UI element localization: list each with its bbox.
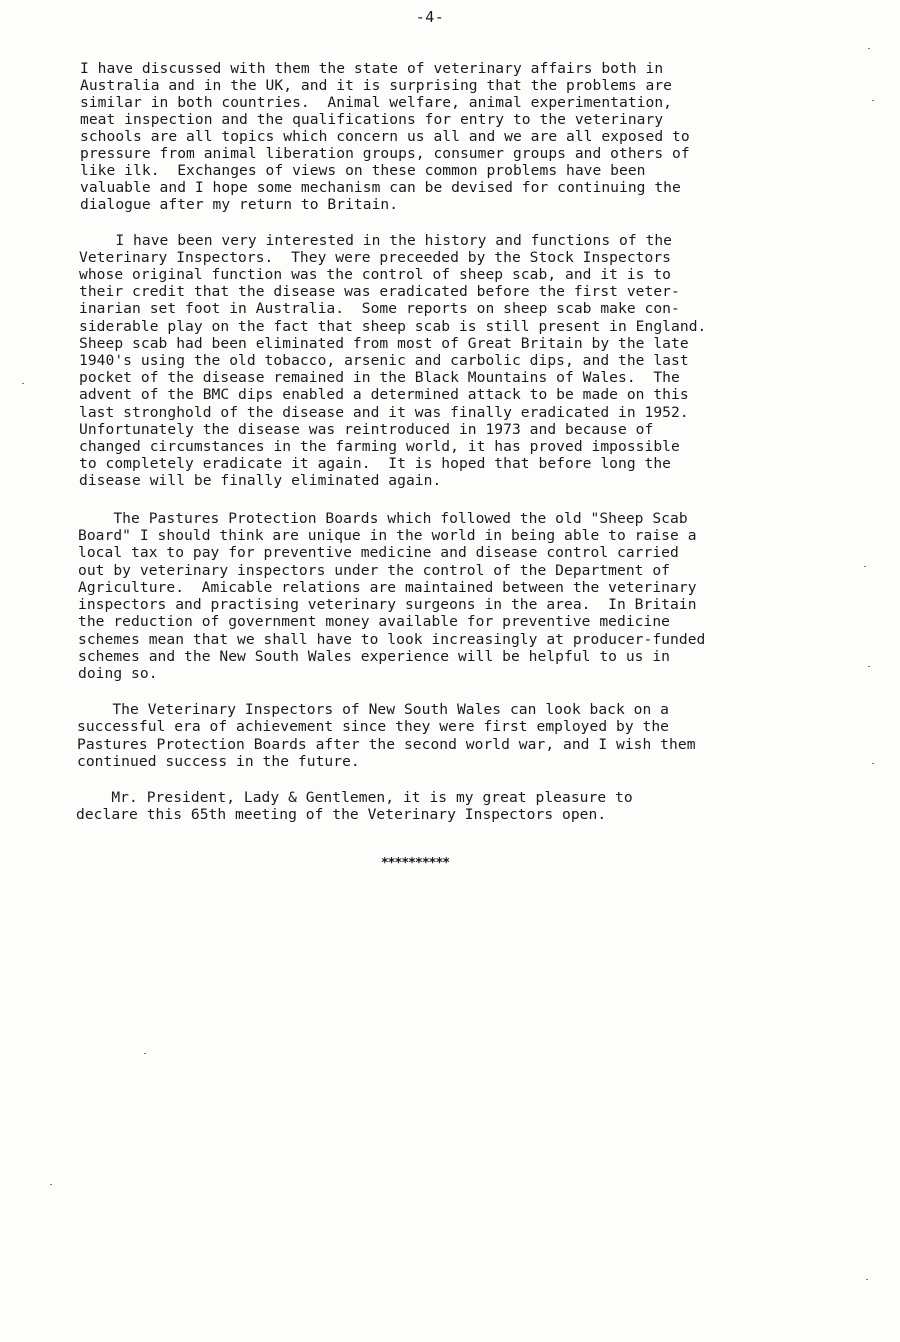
text-line: last stronghold of the disease and it was finally eradicated in 1952. (79, 404, 689, 421)
end-mark: ********** (380, 856, 450, 871)
text-line: schemes mean that we shall have to look increasingly at producer-funded (78, 631, 706, 648)
text-line: declare this 65th meeting of the Veterinary Inspectors open. (76, 806, 607, 823)
text-line: I have been very interested in the history and functions of the (80, 232, 673, 249)
text-line: schemes and the New South Wales experience will be helpful to us in (78, 648, 671, 665)
text-line: inspectors and practising veterinary surgeons in the area. In Britain (78, 596, 697, 613)
text-line: Sheep scab had been eliminated from most of Great Britain by the late (79, 335, 689, 352)
text-line: Unfortunately the disease was reintroduced in 1973 and because of (79, 421, 654, 438)
scan-speck (866, 1279, 868, 1280)
scan-speck (872, 100, 874, 101)
page-number: -4- (415, 8, 445, 26)
text-line: inarian set foot in Australia. Some reports on sheep scab make con- (79, 300, 680, 317)
text-line: Board" I should think are unique in the world in being able to raise a (78, 527, 697, 544)
scan-speck (50, 1184, 52, 1185)
text-line: 1940's using the old tobacco, arsenic and carbolic dips, and the last (79, 352, 689, 369)
text-line: Mr. President, Lady & Gentlemen, it is my great pleasure to (76, 789, 633, 806)
text-line: successful era of achievement since they were first employed by the (77, 718, 670, 735)
text-line: the reduction of government money available for preventive medicine (78, 613, 671, 630)
text-line: The Pastures Protection Boards which followed the old "Sheep Scab (78, 510, 688, 527)
text-line: whose original function was the control of sheep scab, and it is to (79, 266, 672, 283)
text-line: Australia and in the UK, and it is surprising that the problems are (80, 77, 673, 94)
text-line: dialogue after my return to Britain. (80, 196, 399, 213)
text-line: Pastures Protection Boards after the second world war, and I wish them (77, 736, 696, 753)
text-line: to completely eradicate it again. It is hoped that before long the (79, 455, 672, 472)
text-line: local tax to pay for preventive medicine and disease control carried (78, 544, 679, 561)
text-line: Veterinary Inspectors. They were preceeded by the Stock Inspectors (79, 249, 672, 266)
scan-speck (868, 666, 870, 667)
text-line: their credit that the disease was eradicated before the first veter- (79, 283, 680, 300)
text-line: similar in both countries. Animal welfare, animal experimentation, (80, 94, 673, 111)
scan-speck (868, 48, 870, 49)
text-line: like ilk. Exchanges of views on these common problems have been (80, 162, 646, 179)
text-line: doing so. (78, 665, 158, 682)
scan-speck (864, 566, 866, 567)
scan-speck (22, 383, 24, 384)
text-line: The Veterinary Inspectors of New South Wales can look back on a (77, 701, 670, 718)
text-line: changed circumstances in the farming world, it has proved impossible (79, 438, 680, 455)
text-line: pressure from animal liberation groups, consumer groups and others of (80, 145, 690, 162)
text-line: siderable play on the fact that sheep scab is still present in England. (79, 318, 707, 335)
text-line: advent of the BMC dips enabled a determined attack to be made on this (79, 386, 689, 403)
text-line: out by veterinary inspectors under the control of the Department of (78, 562, 671, 579)
scan-speck (872, 763, 874, 764)
text-line: valuable and I hope some mechanism can be devised for continuing the (80, 179, 681, 196)
text-line: meat inspection and the qualifications for entry to the veterinary (80, 111, 664, 128)
text-line: I have discussed with them the state of veterinary affairs both in (80, 60, 664, 77)
scan-speck (144, 1053, 146, 1054)
text-line: disease will be finally eliminated again. (79, 472, 442, 489)
text-line: schools are all topics which concern us all and we are all exposed to (80, 128, 690, 145)
text-line: Agriculture. Amicable relations are maintained between the veterinary (78, 579, 697, 596)
text-line: pocket of the disease remained in the Black Mountains of Wales. The (79, 369, 680, 386)
text-line: continued success in the future. (77, 753, 360, 770)
